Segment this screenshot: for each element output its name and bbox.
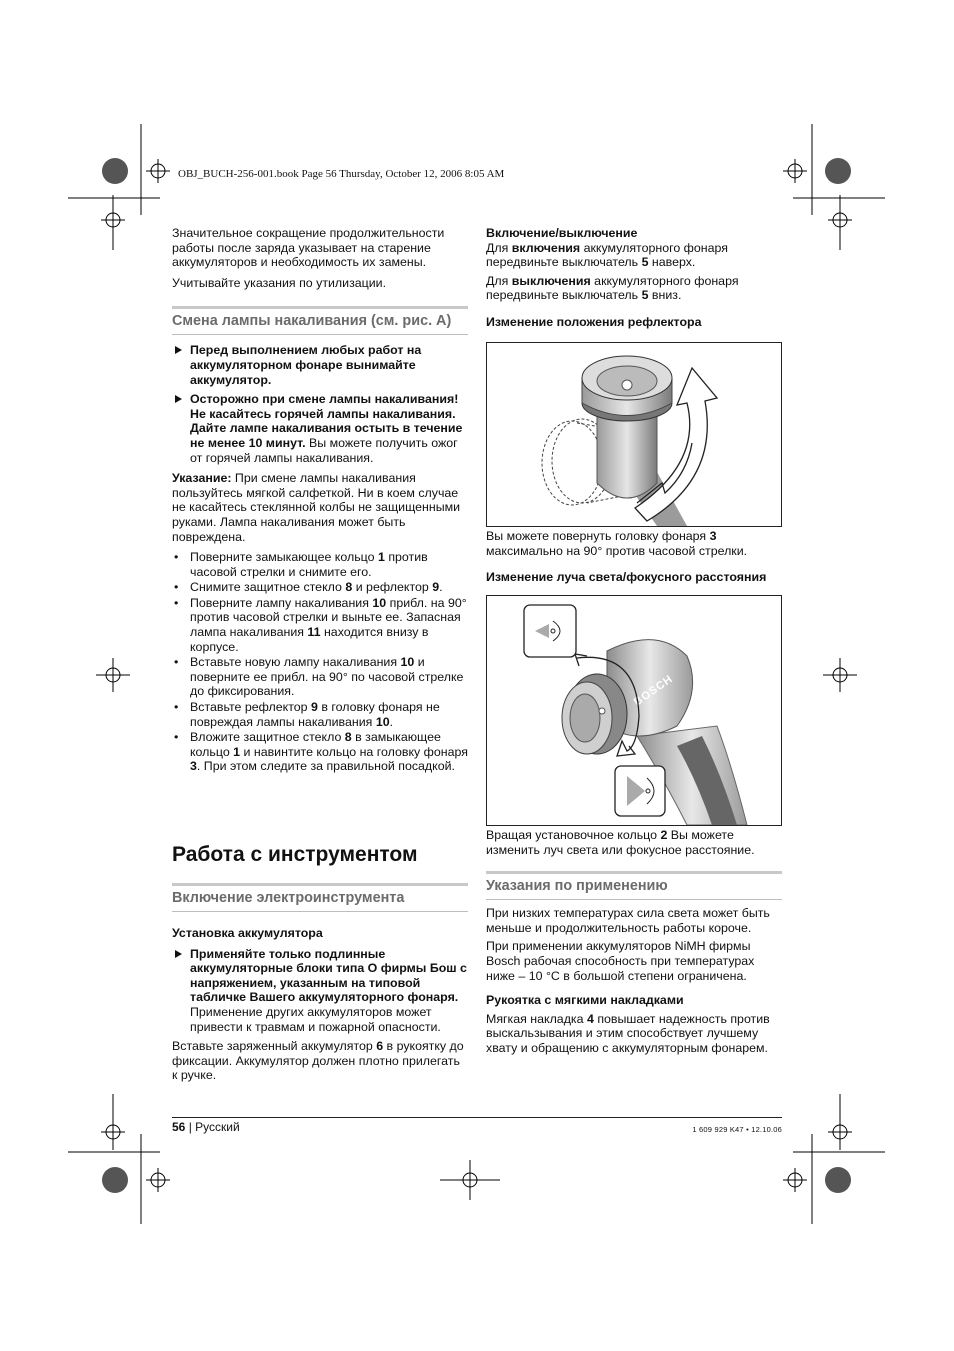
left-column-lower — [172, 883, 468, 1083]
switch-off-paragraph: Для выключения аккумуляторного фонаря передвиньте выключатель 5 вниз. — [486, 273, 739, 303]
disposal-paragraph: Учитывайте указания по утилизации. — [172, 275, 387, 290]
document-code: 1 609 929 K47 • 12.10.06 — [692, 1125, 782, 1134]
flashlight-focus-illustration — [487, 596, 781, 825]
low-temp-paragraph: При низких температурах сила света может быть меньше и продолжительность работы короче. — [486, 906, 770, 935]
focus-caption: Вращая установочное кольцо 2 Вы можете изменить луч света или фокусное расстояние. — [486, 828, 755, 857]
switch-on-heading: Включение электроинструмента — [172, 883, 468, 912]
reflector-rotation-figure — [486, 342, 782, 527]
warning-hot-lamp: Осторожно при смене лампы накаливания! Не касайтесь горячей лампы накаливания. Дайте лампе накаливания остыть в течение не менее 10 минут. Вы можете получить ожог от горячей лампы накаливания. — [172, 392, 468, 465]
reflector-heading: Изменение положения рефлектора — [486, 314, 702, 329]
page-number: 56 — [172, 1120, 186, 1134]
battery-aging-paragraph: Значительное сокращение продолжительности работы после заряда указывает на старение аккумуляторов и необходимость их замены. — [172, 226, 445, 270]
warning-remove-battery: Перед выполнением любых работ на аккумуляторном фонаре вынимайте аккумулятор. — [172, 343, 468, 387]
on-off-heading: Включение/выключение — [486, 226, 638, 240]
soft-grip-paragraph: Мягкая накладка 4 повышает надежность против выскальзывания и этим способствует лучшему хвату и обращению с аккумуляторным фонарем. — [486, 1011, 770, 1055]
file-header: OBJ_BUCH-256-001.book Page 56 Thursday, October 12, 2006 8:05 AM — [178, 168, 505, 180]
page-footer: 56 | Русский — [172, 1120, 240, 1134]
beam-focus-heading: Изменение луча света/фокусного расстояния — [486, 570, 767, 585]
usage-tips-heading: Указания по применению — [486, 871, 782, 900]
switch-on-paragraph: Для включения аккумуляторного фонаря передвиньте выключатель 5 наверх. — [486, 240, 728, 270]
language-label: Русский — [195, 1120, 240, 1134]
wide-beam-icon — [524, 605, 576, 657]
soft-grip-heading: Рукоятка с мягкими накладками — [486, 993, 684, 1008]
insert-battery-paragraph: Вставьте заряженный аккумулятор 6 в рукоятку до фиксации. Аккумулятор должен плотно прилегать к ручке. — [172, 1039, 464, 1083]
warning-arrow-icon — [175, 346, 182, 354]
reflector-caption: Вы можете повернуть головку фонаря 3 максимально на 90° против часовой стрелки. — [486, 529, 748, 558]
note-paragraph: Указание: При смене лампы накаливания пользуйтесь мягкой салфеткой. Ни в коем случае не касайтесь стеклянной колбы не защищенными руками. Лампа накаливания может быть повреждена. — [172, 471, 461, 544]
list-item: • Вставьте новую лампу накаливания 10 и поверните ее прибл. на 90° по часовой стрелке до фиксирования. — [172, 655, 468, 699]
list-item: • Поверните лампу накаливания 10 прибл. на 90° против часовой стрелки и выньте ее. Запасная лампа накаливания 11 находится внизу в корпусе. — [172, 596, 468, 654]
lamp-change-heading: Смена лампы накаливания (см. рис. A) — [172, 306, 468, 335]
warning-original-batteries: Применяйте только подлинные аккумуляторные блоки типа O фирмы Бош с напряжением, указанным на типовой табличке Вашего аккумуляторного фонаря. Применение других аккумуляторов может привести к травмам и пожарной опасности. — [172, 947, 468, 1035]
warning-arrow-icon — [175, 950, 182, 958]
left-column — [172, 226, 468, 775]
list-item: • Вставьте рефлектор 9 в головку фонаря не повреждая лампы накаливания 10. — [172, 700, 468, 729]
warning-arrow-icon — [175, 395, 182, 403]
flashlight-rotate-illustration — [487, 343, 781, 526]
battery-install-heading: Установка аккумулятора — [172, 926, 323, 940]
list-item: • Поверните замыкающее кольцо 1 против часовой стрелки и снимите его. — [172, 550, 468, 579]
lamp-steps-list — [172, 550, 468, 774]
operation-heading: Работа с инструментом — [172, 843, 418, 866]
footer-rule — [172, 1117, 782, 1118]
nimh-paragraph: При применении аккумуляторов NiMH фирмы Bosch рабочая способность при температурах ниже – 10 °C в большой степени ограничена. — [486, 939, 755, 983]
list-item: • Вложите защитное стекло 8 в замыкающее кольцо 1 и навинтите кольцо на головку фонаря 3. При этом следите за правильной посадкой. — [172, 730, 468, 774]
beam-focus-figure — [486, 595, 782, 826]
brand-text: BOSCH — [631, 672, 676, 709]
list-item: • Снимите защитное стекло 8 и рефлектор 9. — [172, 580, 468, 595]
right-column — [486, 226, 782, 330]
